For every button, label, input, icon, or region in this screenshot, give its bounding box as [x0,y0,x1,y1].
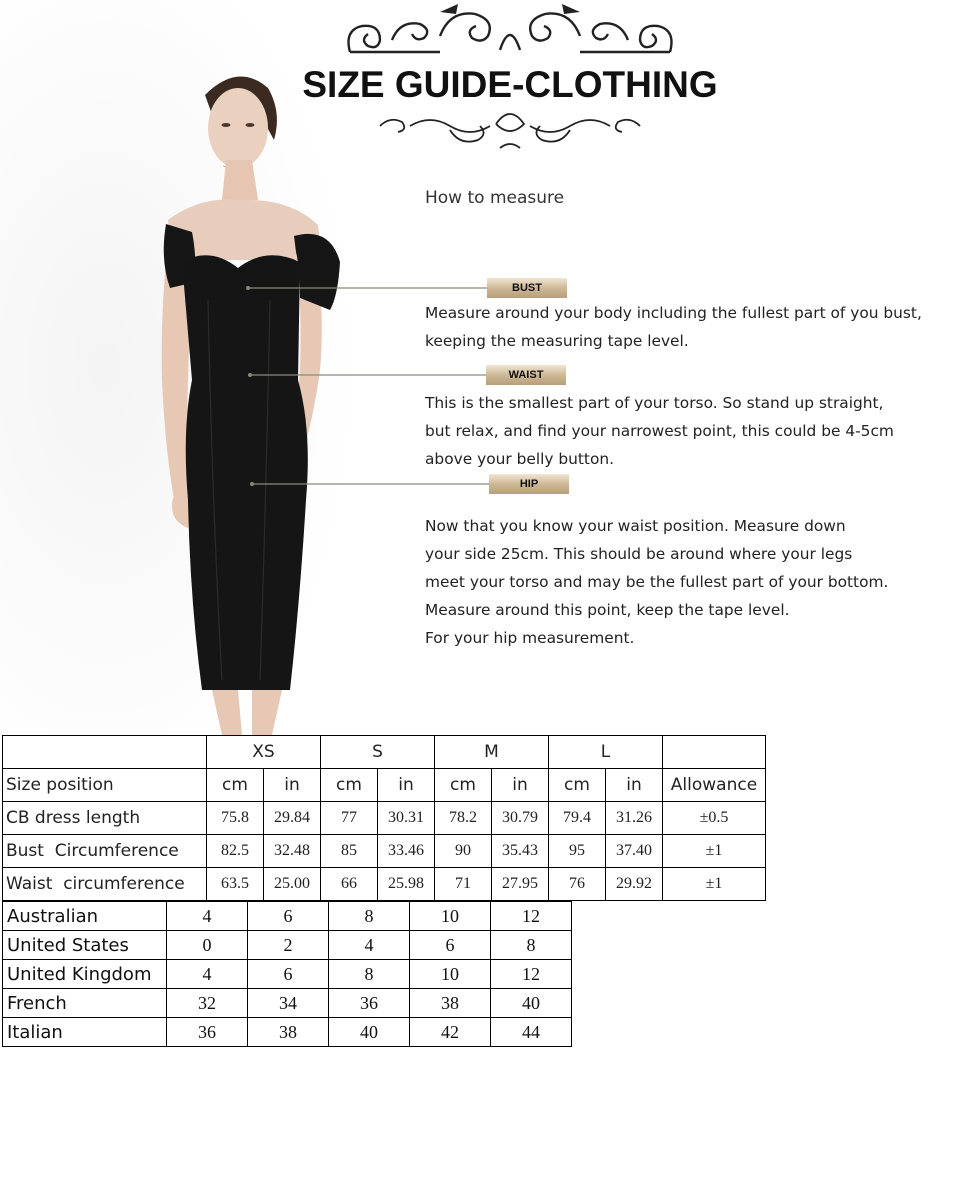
table-cell: 75.8 [207,802,264,835]
text-line: Measure around your body including the fullest part of you bust, [425,304,922,322]
table-cell: 34 [248,989,329,1018]
table-cell: 38 [248,1018,329,1047]
table-cell: 29.92 [606,868,663,901]
size-conversion-table [2,901,572,1047]
country-label: United States [3,931,167,960]
table-cell: 35.43 [492,835,549,868]
unit-in: in [492,769,549,802]
text-line: This is the smallest part of your torso. So stand up straight, [425,394,884,412]
table-cell: 90 [435,835,492,868]
unit-cm: cm [435,769,492,802]
table-row [3,802,766,835]
table-cell: 30.31 [378,802,435,835]
country-label: Australian [3,902,167,931]
table-cell: 77 [321,802,378,835]
table-cell: 82.5 [207,835,264,868]
text-line: keeping the measuring tape level. [425,332,689,350]
text-line: Measure around this point, keep the tape level. [425,601,790,619]
row-label: Waist circumference [3,868,207,901]
table-cell: 0 [167,931,248,960]
table-cell: 95 [549,835,606,868]
country-label: French [3,989,167,1018]
bust-description [425,299,922,355]
table-cell: 6 [248,902,329,931]
table-cell: 8 [329,902,410,931]
table-cell: 78.2 [435,802,492,835]
size-header-m: M [435,736,549,769]
size-chart-table [2,735,766,901]
unit-cm: cm [549,769,606,802]
table-row [3,835,766,868]
text-line: above your belly button. [425,450,615,468]
allowance-cell: ±1 [663,868,766,901]
table-cell: 79.4 [549,802,606,835]
table-cell: 76 [549,868,606,901]
waist-tag: WAIST [486,365,566,385]
row-label: Bust Circumference [3,835,207,868]
hip-tag: HIP [489,474,569,494]
text-line: your side 25cm. This should be around where your legs [425,545,853,563]
table-cell: 10 [410,960,491,989]
table-cell: 85 [321,835,378,868]
text-line: For your hip measurement. [425,629,635,647]
table-cell: 38 [410,989,491,1018]
table-cell: 40 [329,1018,410,1047]
hip-description [425,512,888,652]
table-cell: 36 [167,1018,248,1047]
table-cell: 4 [167,960,248,989]
table-cell: 44 [491,1018,572,1047]
table-cell: 37.40 [606,835,663,868]
table-cell: 8 [329,960,410,989]
row-label: Size position [3,769,207,802]
table-cell: 66 [321,868,378,901]
table-cell: 25.98 [378,868,435,901]
table-cell: 6 [410,931,491,960]
table-header-row [3,736,766,769]
table-cell: 27.95 [492,868,549,901]
table-cell: 12 [491,960,572,989]
text-line: meet your torso and may be the fullest part of your bottom. [425,573,889,591]
row-label: CB dress length [3,802,207,835]
allowance-cell: ±0.5 [663,802,766,835]
text-line: Now that you know your waist position. Measure down [425,517,846,535]
table-units-row [3,769,766,802]
table-cell: 71 [435,868,492,901]
table-cell: 30.79 [492,802,549,835]
size-header-l: L [549,736,663,769]
table-cell: 33.46 [378,835,435,868]
unit-cm: cm [207,769,264,802]
table-cell: 32 [167,989,248,1018]
table-cell: 8 [491,931,572,960]
table-cell: 29.84 [264,802,321,835]
table-cell [663,736,766,769]
table-cell: 31.26 [606,802,663,835]
table-cell: 25.00 [264,868,321,901]
allowance-header: Allowance [663,769,766,802]
table-cell: 36 [329,989,410,1018]
table-row [3,868,766,901]
table-cell: 10 [410,902,491,931]
page-title: SIZE GUIDE-CLOTHING [302,64,718,105]
unit-in: in [606,769,663,802]
unit-in: in [378,769,435,802]
table-cell: 63.5 [207,868,264,901]
size-header-s: S [321,736,435,769]
country-label: Italian [3,1018,167,1047]
table-cell: 40 [491,989,572,1018]
table-cell: 4 [167,902,248,931]
waist-description [425,389,894,473]
table-row [3,1018,572,1047]
table-cell [3,736,207,769]
table-row [3,931,572,960]
table-cell: 2 [248,931,329,960]
country-label: United Kingdom [3,960,167,989]
unit-in: in [264,769,321,802]
table-row [3,989,572,1018]
size-header-xs: XS [207,736,321,769]
unit-cm: cm [321,769,378,802]
table-row [3,960,572,989]
table-cell: 32.48 [264,835,321,868]
table-cell: 12 [491,902,572,931]
table-cell: 42 [410,1018,491,1047]
table-row [3,902,572,931]
text-line: but relax, and find your narrowest point, this could be 4-5cm [425,422,894,440]
bust-tag: BUST [487,278,567,298]
table-cell: 4 [329,931,410,960]
table-cell: 6 [248,960,329,989]
section-subtitle: How to measure [425,188,565,208]
allowance-cell: ±1 [663,835,766,868]
